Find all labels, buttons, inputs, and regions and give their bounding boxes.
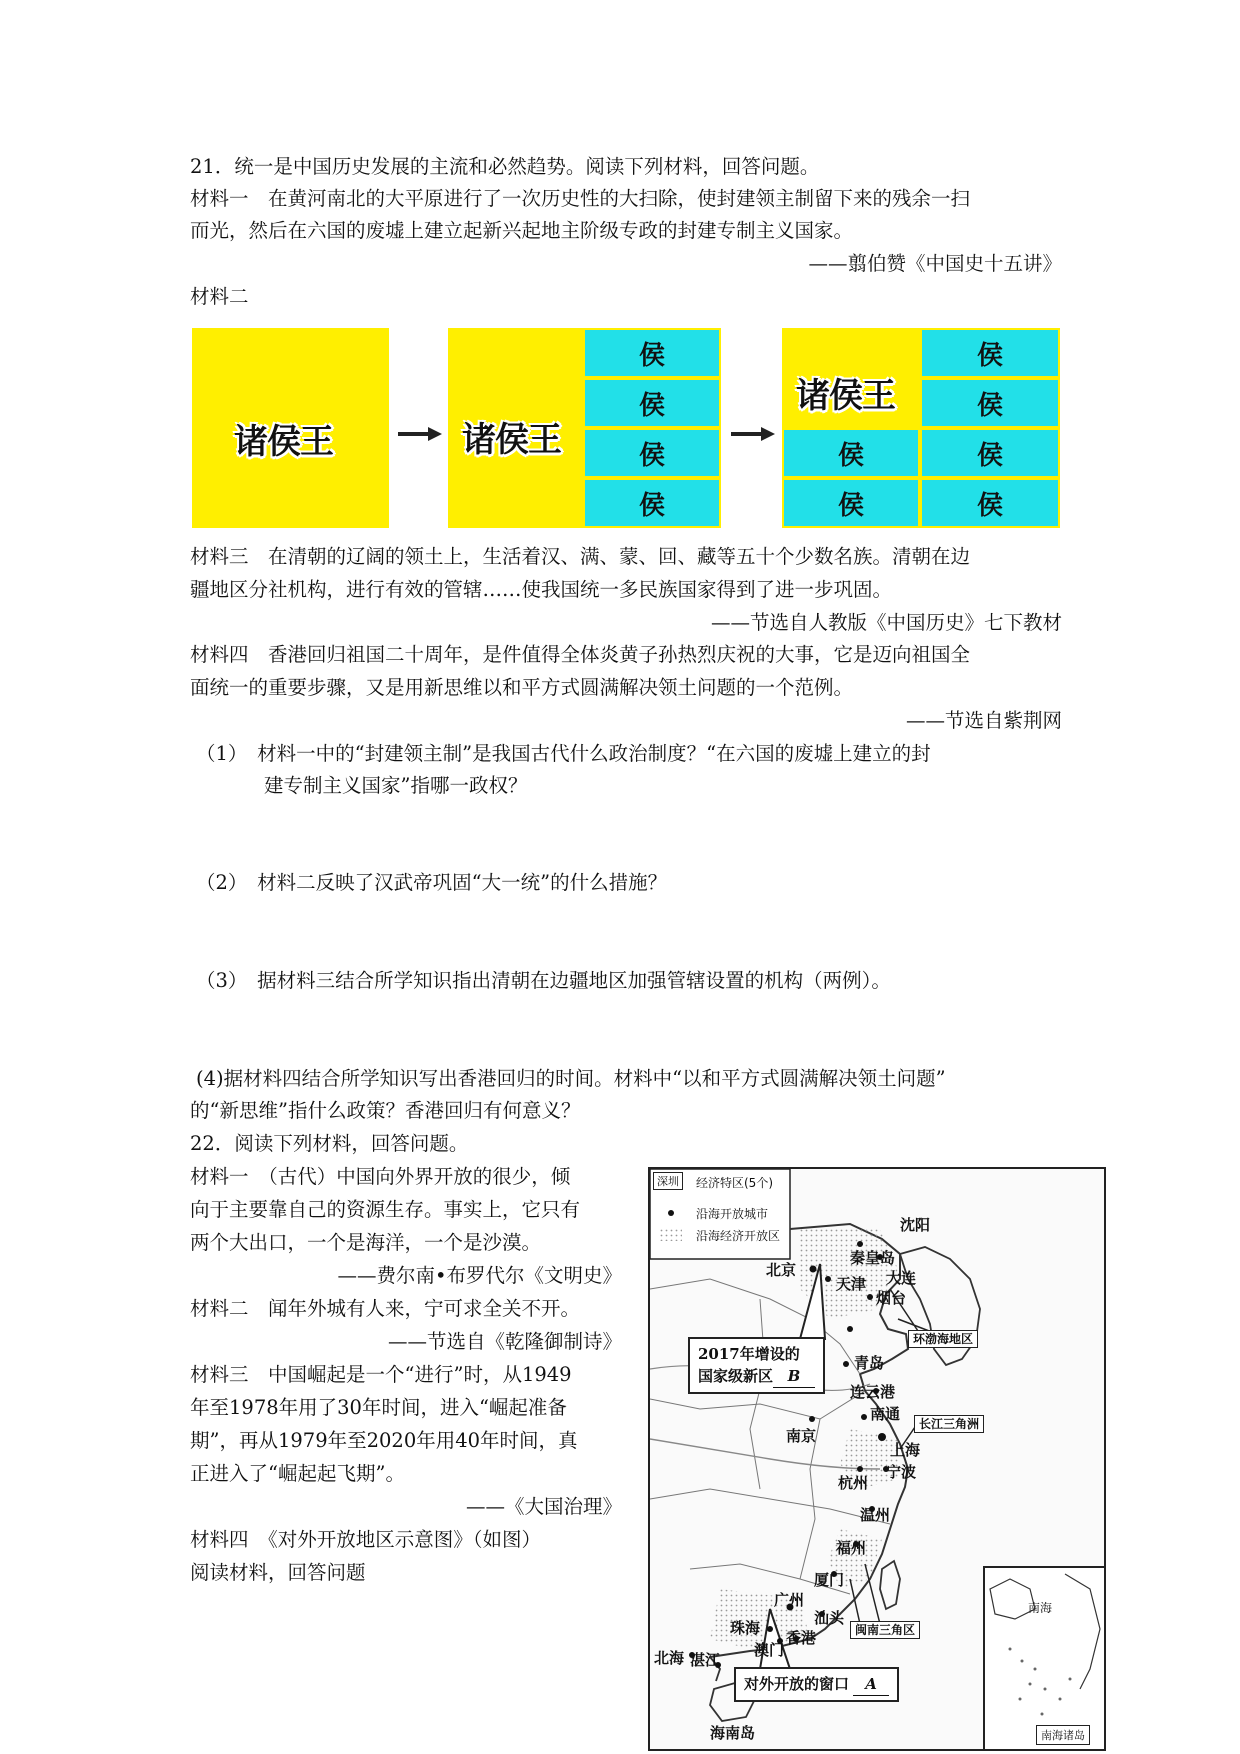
- hou-label: 侯: [976, 490, 1003, 521]
- city-tianjin: 天津: [836, 1275, 867, 1293]
- legend-shenzhen-sample: 深圳: [653, 1172, 683, 1190]
- city-zhuhai: 珠海: [730, 1619, 761, 1637]
- q21-material1-line1: 材料一 在黄河南北的大平原进行了一次历史性的大扫除，使封建领主制留下来的残余一扫: [190, 187, 971, 210]
- q21-material1-line2: 而光，然后在六国的废墟上建立起新兴起地主阶级专政的封建专制主义国家。: [190, 219, 854, 242]
- legend-sez: 经济特区(5个): [696, 1176, 773, 1190]
- city-fuzhou: 福州: [836, 1539, 867, 1557]
- q22-read-instruction: 阅读材料，回答问题: [190, 1561, 366, 1584]
- callout-b-prefix: 国家级新区: [698, 1367, 774, 1385]
- city-guangzhou: 广州: [774, 1591, 805, 1609]
- hou-label: 侯: [638, 440, 665, 471]
- q22-material1-line2: 向于主要靠自己的资源生存。事实上，它只有: [190, 1198, 581, 1221]
- city-beihai: 北海: [654, 1649, 685, 1667]
- q22-material2-source: ——节选自《乾隆御制诗》: [387, 1330, 622, 1353]
- region-bohai: [908, 1330, 978, 1347]
- city-qingdao: 青岛: [854, 1354, 885, 1372]
- city-zhanjiang: 湛江: [690, 1651, 721, 1669]
- hou-block: [920, 428, 1060, 478]
- arrow-right-icon: [731, 426, 775, 442]
- hou-label: 侯: [638, 340, 665, 371]
- hou-label: 侯: [638, 490, 665, 521]
- hou-block: [583, 378, 721, 428]
- legend-coastal-city: 沿海开放城市: [696, 1207, 769, 1221]
- q22-material3-line1: 材料三 中国崛起是一个“进行”时，从1949: [190, 1363, 572, 1386]
- q22-material4-line1: 材料四 《对外开放地区示意图》（如图）: [190, 1528, 542, 1551]
- blank-a: A: [853, 1673, 889, 1696]
- region-minnan-label: 闽南三角区: [850, 1621, 920, 1639]
- city-hainan: 海南岛: [710, 1724, 756, 1742]
- city-yantai: 烟台: [876, 1289, 907, 1307]
- city-aomen: 澳门: [754, 1641, 785, 1659]
- q22-title: 22．阅读下列材料，回答问题。: [190, 1132, 469, 1155]
- arrow-right-icon: [398, 426, 442, 442]
- city-hangzhou: 杭州: [838, 1474, 869, 1492]
- q21-material3-line2: 疆地区分社机构，进行有效的管辖……使我国统一多民族国家得到了进一步巩固。: [190, 578, 893, 601]
- q21-title: 21．统一是中国历史发展的主流和必然趋势。阅读下列材料，回答问题。: [190, 155, 820, 178]
- q21-sub3: （3） 据材料三结合所学知识指出清朝在边疆地区加强管辖设置的机构（两例）。: [196, 969, 891, 992]
- q22-material3-source: ——《大国治理》: [465, 1495, 622, 1518]
- q21-sub4-line2: 的“新思维”指什么政策？香港回归有何意义？: [190, 1099, 581, 1122]
- callout-b-line2: [698, 1365, 815, 1388]
- hou-label: 侯: [638, 390, 665, 421]
- callout-a-prefix: 对外开放的窗口: [744, 1675, 850, 1693]
- hou-label: 侯: [976, 340, 1003, 371]
- king-label-2: 诸侯王: [462, 420, 561, 460]
- city-xianggang: 香港: [786, 1629, 817, 1647]
- king-label-3: 诸侯王: [796, 376, 895, 416]
- q21-material3-source: ——节选自人教版《中国历史》七下教材: [710, 611, 1062, 634]
- q21-material3-line1: 材料三 在清朝的辽阔的领土上，生活着汉、满、蒙、回、藏等五十个少数名族。清朝在边: [190, 545, 971, 568]
- hou-label: 侯: [976, 390, 1003, 421]
- q22-material3-line3: 期”，再从1979年至2020年用40年时间，真: [190, 1429, 578, 1452]
- city-qinhuangdao: 秦皇岛: [850, 1249, 896, 1267]
- city-xiamen: 厦门: [814, 1571, 845, 1589]
- opening-up-map: [648, 1167, 1106, 1751]
- q22-material1-line1: 材料一 （古代）中国向外界开放的很少，倾: [190, 1165, 571, 1188]
- blank-b: B: [773, 1365, 815, 1388]
- callout-window-a: [734, 1667, 899, 1702]
- legend-coastal-zone: 沿海经济开放区: [696, 1229, 781, 1243]
- q21-sub1-line1: （1） 材料一中的“封建领主制”是我国古代什么政治制度？“在六国的废墟上建立的封: [196, 742, 931, 765]
- callout-new-district-b: [688, 1337, 825, 1394]
- hou-block: [583, 328, 721, 378]
- hou-label: 侯: [976, 440, 1003, 471]
- city-ningbo: 宁波: [886, 1463, 917, 1481]
- q21-sub2: （2） 材料二反映了汉武帝巩固“大一统”的什么措施？: [196, 871, 668, 894]
- q21-sub1-line2: 建专制主义国家”指哪一政权？: [264, 774, 528, 797]
- king-label-1: 诸侯王: [234, 422, 333, 462]
- q21-sub4-line1: (4)据材料四结合所学知识写出香港回归的时间。材料中“以和平方式圆满解决领土问题”: [196, 1067, 946, 1090]
- q21-material4-line1: 材料四 香港回归祖国二十周年，是件值得全体炎黄子孙热烈庆祝的大事，它是迈向祖国全: [190, 643, 971, 666]
- q22-material3-line2: 年至1978年用了30年时间，进入“崛起准备: [190, 1396, 567, 1419]
- city-nanjing: 南京: [786, 1427, 817, 1445]
- hou-label: 侯: [837, 490, 864, 521]
- region-bohai-label: 环渤海地区: [908, 1330, 978, 1348]
- q22-material1-source: ——费尔南•布罗代尔《文明史》: [337, 1264, 622, 1287]
- hou-block: [782, 428, 920, 478]
- q22-material1-line3: 两个大出口，一个是海洋，一个是沙漠。: [190, 1231, 542, 1254]
- city-beijing: 北京: [766, 1261, 797, 1279]
- q21-material4-source: ——节选自紫荆网: [905, 709, 1062, 732]
- hou-block: [583, 478, 721, 528]
- hou-block: [920, 328, 1060, 378]
- city-dalian: 大连: [886, 1269, 917, 1287]
- callout-b-line1: 2017年增设的: [698, 1345, 800, 1363]
- hou-block: [583, 428, 721, 478]
- inset-islands-label: 南海诸岛: [1036, 1725, 1090, 1745]
- city-shantou: 汕头: [814, 1609, 845, 1627]
- q21-material1-source: ——翦伯赞《中国史十五讲》: [808, 252, 1062, 275]
- hou-block: [782, 478, 920, 528]
- city-shenyang: 沈阳: [900, 1216, 931, 1234]
- city-lianyungang: 连云港: [850, 1383, 896, 1401]
- q21-material2-label: 材料二: [190, 285, 249, 308]
- hou-label: 侯: [837, 440, 864, 471]
- q22-material2-line1: 材料二 闻年外城有人来，宁可求全关不开。: [190, 1297, 581, 1320]
- city-shanghai: 上海: [890, 1441, 921, 1459]
- hou-block: [920, 478, 1060, 528]
- hou-block: [920, 378, 1060, 428]
- region-minnan: [850, 1621, 920, 1638]
- q21-material4-line2: 面统一的重要步骤，又是用新思维以和平方式圆满解决领土问题的一个范例。: [190, 676, 854, 699]
- inset-south-sea: 南海: [1028, 1601, 1053, 1615]
- region-changjiang: [914, 1415, 984, 1432]
- city-nantong: 南通: [870, 1405, 901, 1423]
- q22-material3-line4: 正进入了“崛起起飞期”。: [190, 1462, 405, 1485]
- city-wenzhou: 温州: [860, 1506, 891, 1524]
- region-changjiang-label: 长江三角洲: [914, 1415, 984, 1433]
